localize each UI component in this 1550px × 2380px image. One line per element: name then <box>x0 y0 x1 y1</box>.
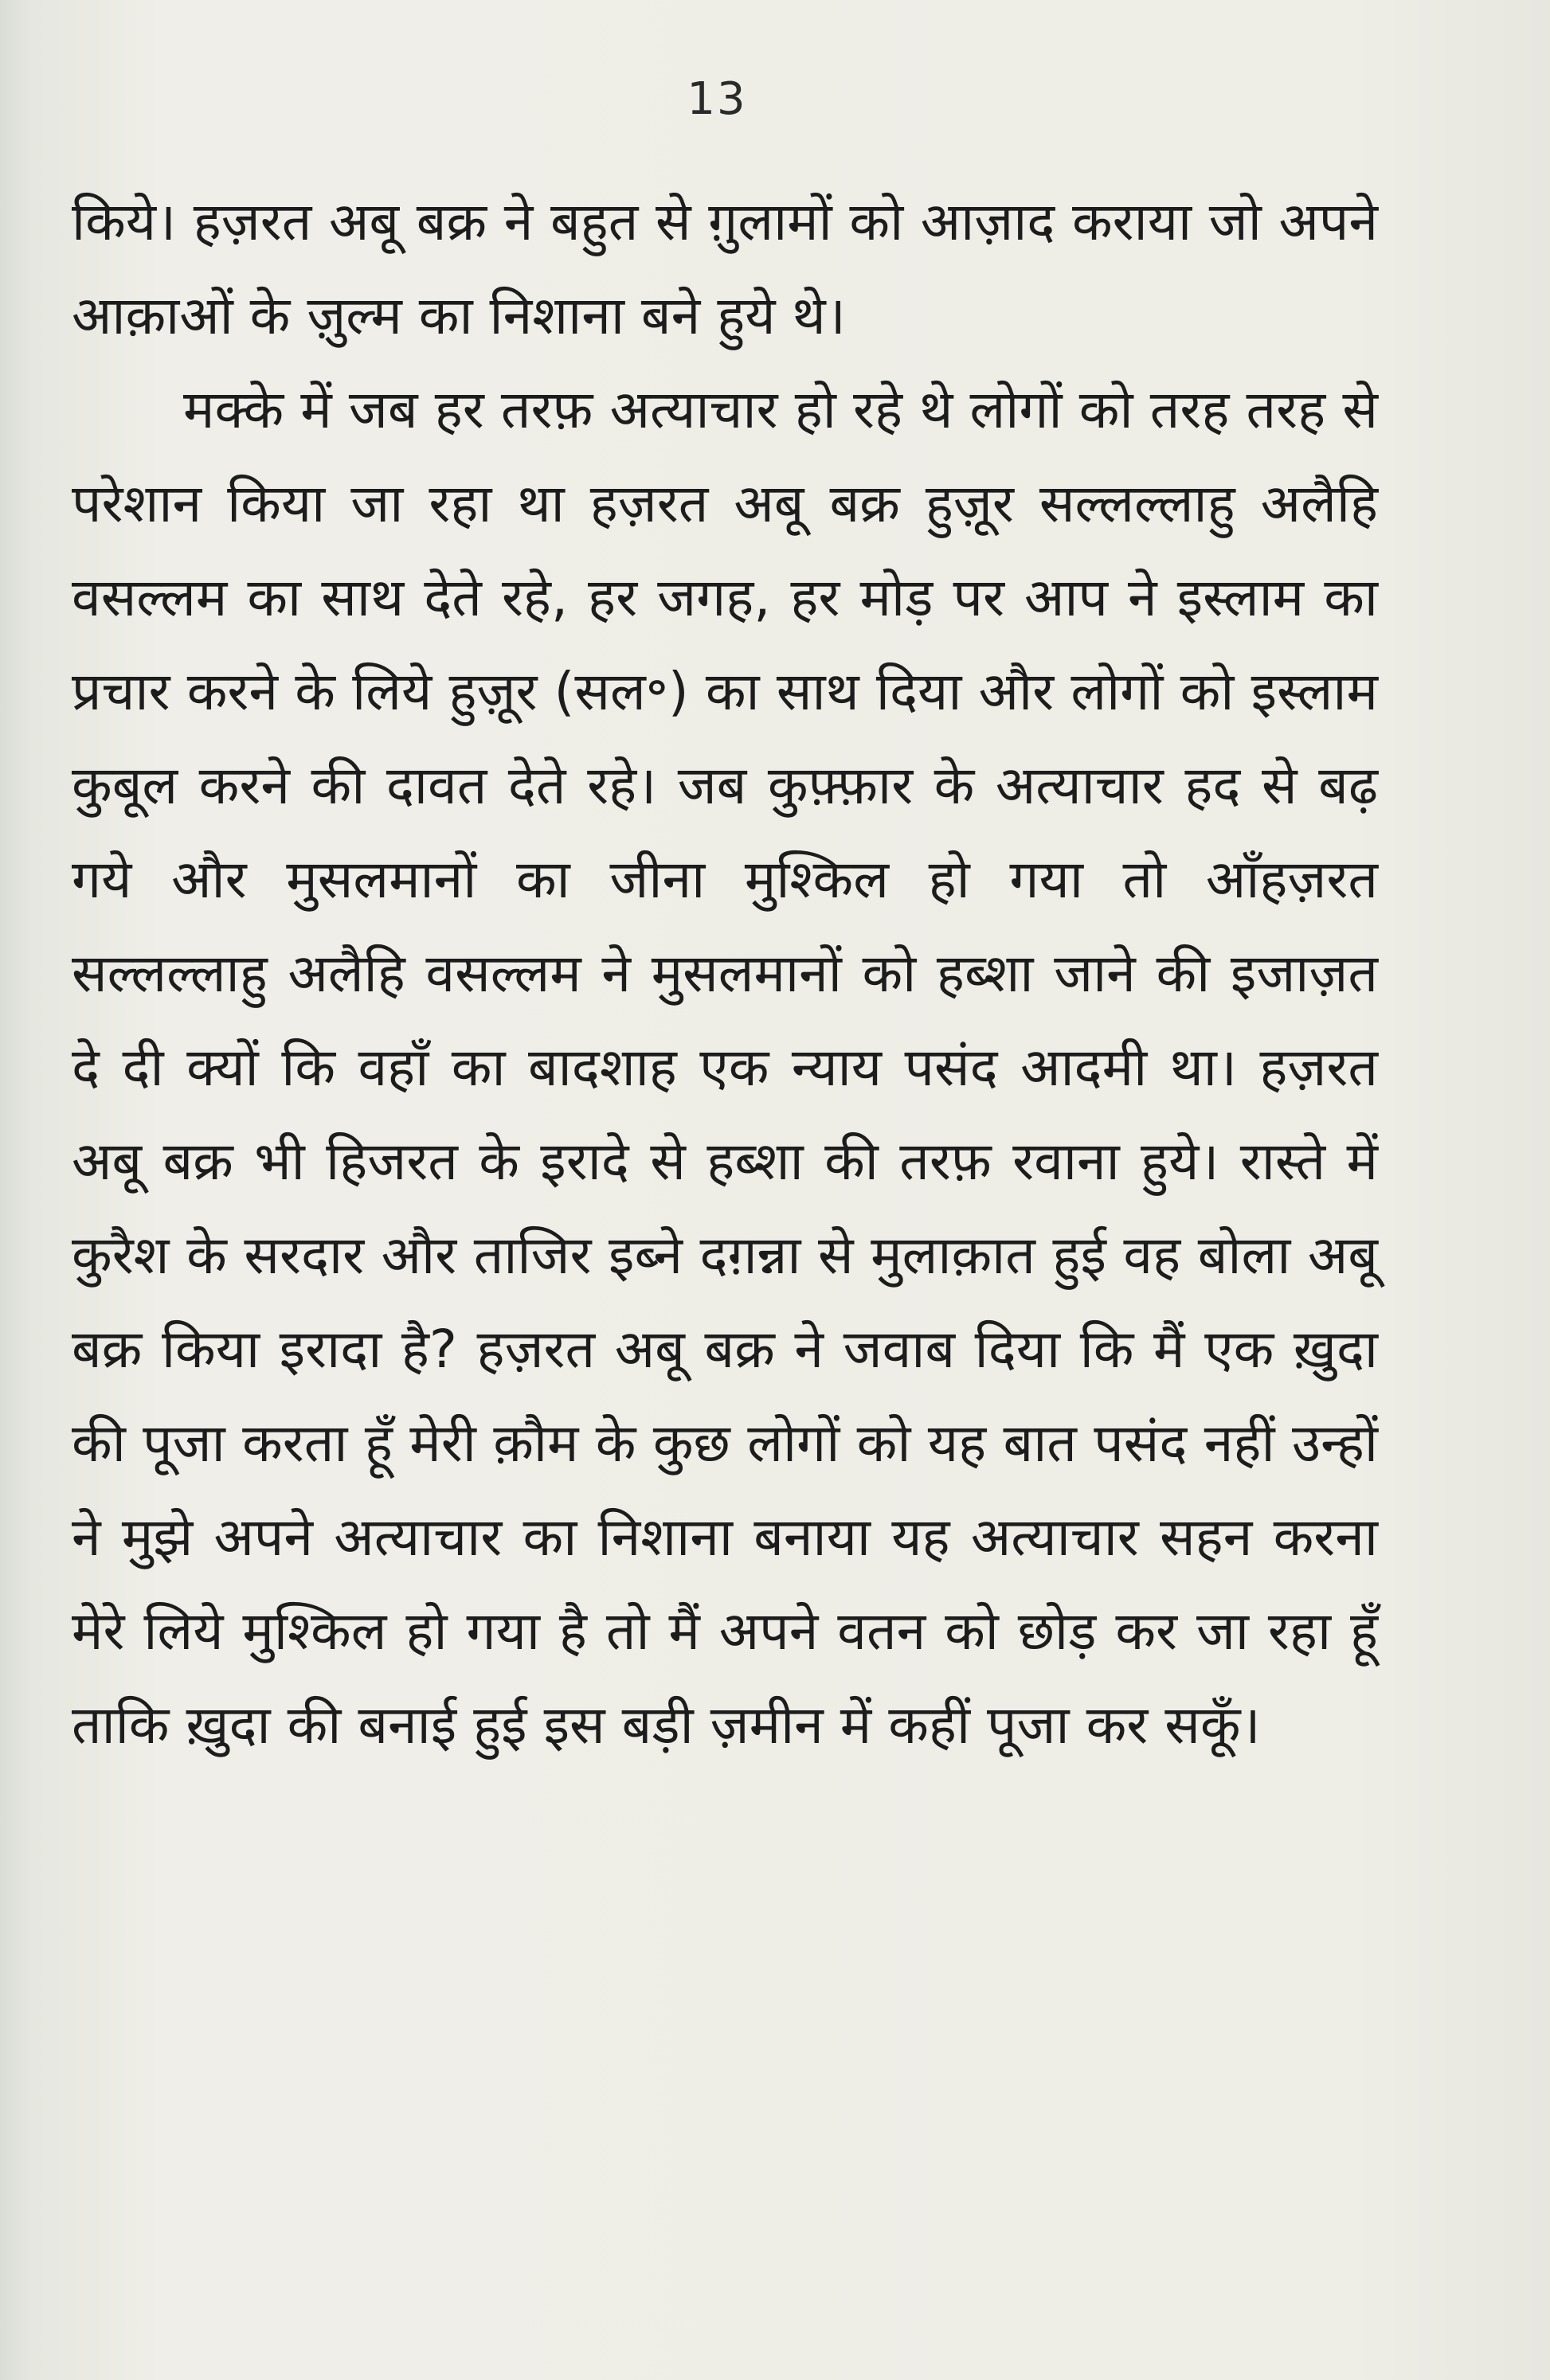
paragraph-continuation: किये। हज़रत अबू बक्र ने बहुत से ग़ुलामों को आज़ाद कराया जो अपने आक़ाओं के ज़ुल्म का निशाना बने हुये थे। <box>72 191 1378 346</box>
body-text <box>72 175 1378 1772</box>
paragraph-main: मक्के में जब हर तरफ़ अत्याचार हो रहे थे लोगों को तरह तरह से परेशान किया जा रहा था हज़रत अबू बक्र हुज़ूर सल्लल्लाहु अलैहि वसल्लम का साथ देते रहे, हर जगह, हर मोड़ पर आप ने इस्लाम का प्रचार करने के लिये हुज़ूर (सल॰) का साथ दिया और लोगों को इस्लाम कुबूल करने की दावत देते रहे। जब कुफ़्फ़ार के अत्याचार हद से बढ़ गये और मुसलमानों का जीना मुश्किल हो गया तो आँहज़रत सल्लल्लाहु अलैहि वसल्लम ने मुसलमानों को हब्शा जाने की इजाज़त दे दी क्यों कि वहाँ का बादशाह एक न्याय पसंद आदमी था। हज़रत अबू बक्र भी हिजरत के इरादे से हब्शा की तरफ़ रवाना हुये। रास्ते में कुरैश के सरदार और ताजिर इब्ने दग़न्ना से मुलाक़ात हुई वह बोला अबू बक्र किया इरादा है? हज़रत अबू बक्र ने जवाब दिया कि मैं एक ख़ुदा की पूजा करता हूँ मेरी क़ौम के कुछ लोगों को यह बात पसंद नहीं उन्हों ने मुझे अपने अत्याचार का निशाना बनाया यह अत्याचार सहन करना मेरे लिये मुश्किल हो गया है तो मैं अपने वतन को छोड़ कर जा रहा हूँ ताकि ख़ुदा की बनाई हुई इस बड़ी ज़मीन में कहीं पूजा कर सकूँ। <box>72 379 1378 1756</box>
page-number: 13 <box>687 73 747 125</box>
